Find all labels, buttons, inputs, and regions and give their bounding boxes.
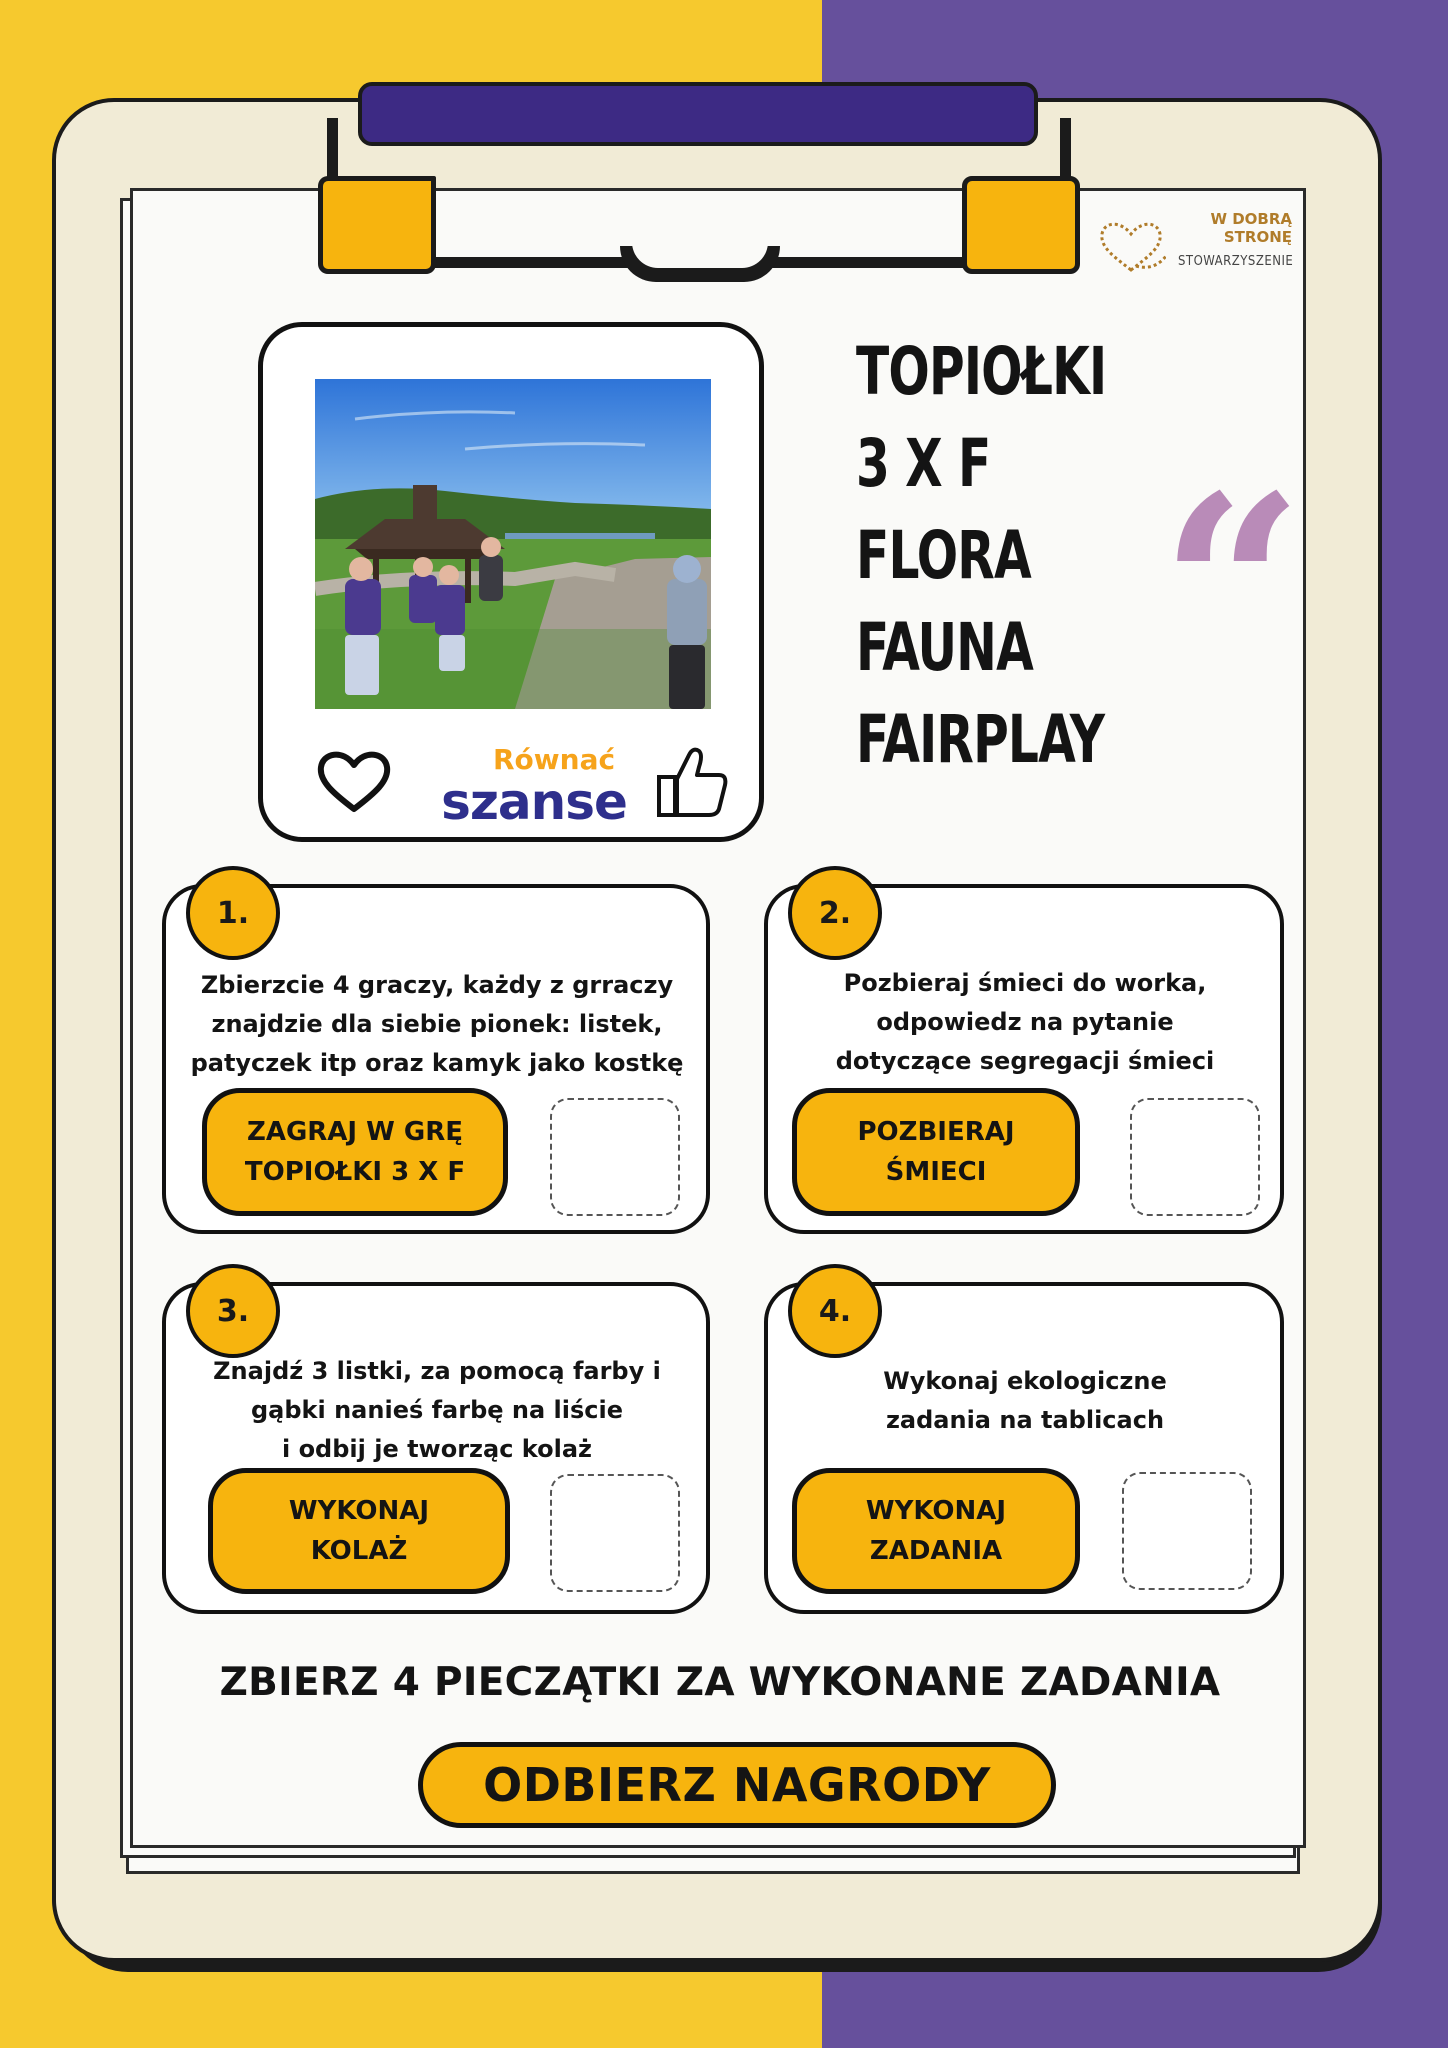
task-card-3 xyxy=(162,1282,710,1614)
clip-foot-right xyxy=(962,176,1080,274)
task-number-3: 3. xyxy=(186,1264,280,1358)
task-card-2 xyxy=(764,884,1284,1234)
heart-logo-icon xyxy=(1096,216,1166,276)
stamp-box-4 xyxy=(1122,1472,1252,1590)
quote-mark-icon: “ xyxy=(1160,440,1304,734)
title-line-4: FAUNA xyxy=(856,609,1033,686)
brand-logo-top: Równać xyxy=(493,743,616,776)
organization-name-line2: STRONĘ xyxy=(1223,228,1292,246)
photo-card xyxy=(258,322,764,842)
collect-stamps-text: ZBIERZ 4 PIECZĄTKI ZA WYKONANE ZADANIA xyxy=(219,1660,1221,1705)
task-description-1: Zbierzcie 4 graczy, każdy z grraczy znajdzie dla siebie pionek: listek, patyczek itp oraz kamyk jako kostkę xyxy=(190,971,684,1077)
title-line-5: FAIRPLAY xyxy=(856,701,1105,778)
task-description-4: Wykonaj ekologiczne zadania na tablicach xyxy=(883,1367,1167,1434)
brand-logo-bottom: szanse xyxy=(441,773,627,831)
clip-notch xyxy=(620,246,780,282)
stamp-box-1 xyxy=(550,1098,680,1216)
task-description-3: Znajdź 3 listki, za pomocą farby i gąbki nanieś farbę na liście i odbij je tworząc kolaż xyxy=(213,1357,661,1463)
task-description-2: Pozbieraj śmieci do worka, odpowiedz na pytanie dotyczące segregacji śmieci xyxy=(835,969,1215,1075)
stamp-box-2 xyxy=(1130,1098,1260,1216)
thumbs-up-icon xyxy=(655,745,731,821)
organization-name xyxy=(1192,210,1292,246)
task-number-4: 4. xyxy=(788,1264,882,1358)
heart-icon xyxy=(315,747,393,815)
title-list xyxy=(856,326,1107,786)
task-card-1 xyxy=(162,884,710,1234)
organization-subtitle: STOWARZYSZENIE xyxy=(1178,254,1294,269)
title-line-3: FLORA xyxy=(856,517,1031,594)
task-button-4[interactable]: WYKONAJ ZADANIA xyxy=(792,1468,1080,1594)
task-number-1: 1. xyxy=(186,866,280,960)
park-photo xyxy=(315,379,711,709)
stamp-box-3 xyxy=(550,1474,680,1592)
organization-name-line1: W DOBRĄ xyxy=(1210,210,1292,228)
clip-bar xyxy=(358,82,1038,146)
title-line-1: TOPIOŁKI xyxy=(856,333,1107,410)
task-button-1[interactable]: ZAGRAJ W GRĘ TOPIOŁKI 3 X F xyxy=(202,1088,508,1216)
task-number-2: 2. xyxy=(788,866,882,960)
task-button-2[interactable]: POZBIERAJ ŚMIECI xyxy=(792,1088,1080,1216)
task-button-3[interactable]: WYKONAJ KOLAŻ xyxy=(208,1468,510,1594)
task-card-4 xyxy=(764,1282,1284,1614)
organization-logo xyxy=(1096,210,1292,280)
title-line-2: 3 X F xyxy=(856,425,991,502)
collect-rewards-button[interactable]: ODBIERZ NAGRODY xyxy=(418,1742,1056,1828)
brand-logo xyxy=(423,745,645,833)
clip-foot-left xyxy=(318,176,436,274)
